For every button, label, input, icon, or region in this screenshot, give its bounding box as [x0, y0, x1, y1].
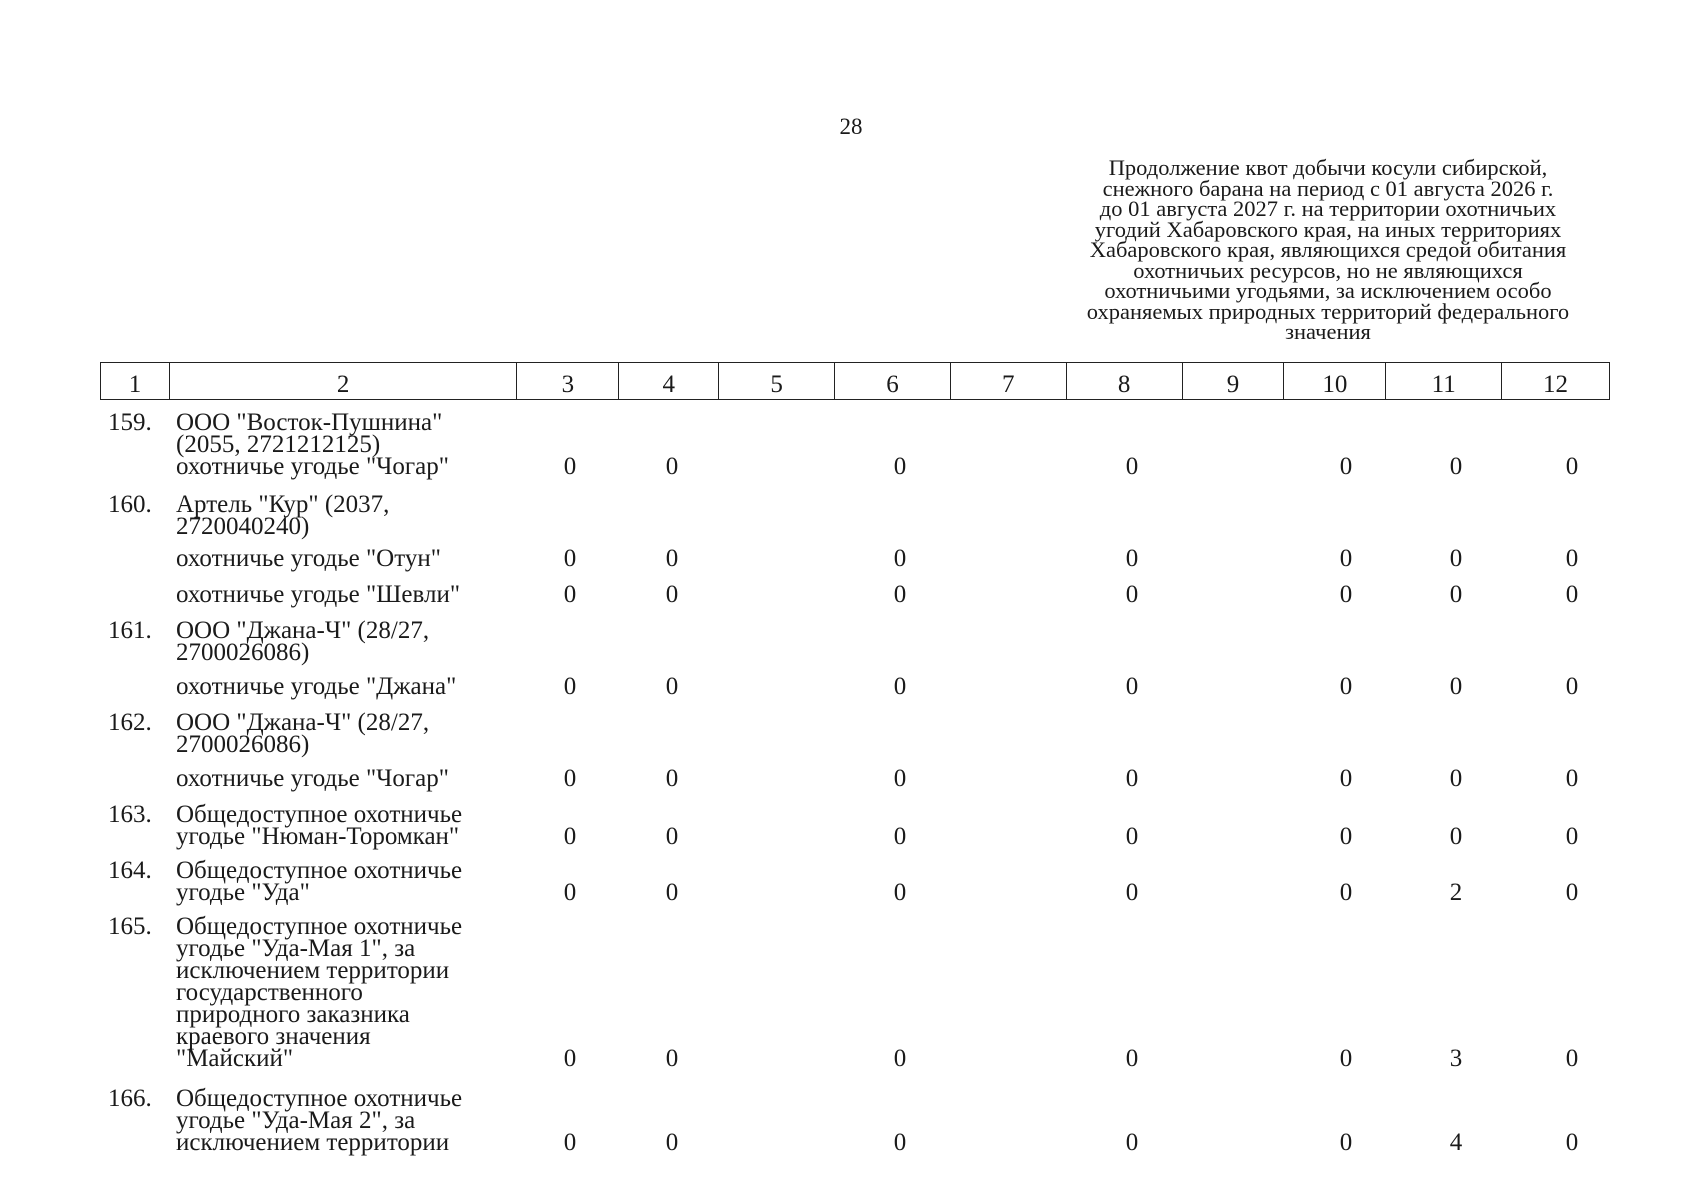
cell-c8: 0 [1125, 581, 1139, 608]
cell-c11: 0 [1449, 581, 1463, 608]
row-name-line: "Майский" [176, 1045, 294, 1072]
cell-c12: 0 [1565, 765, 1579, 792]
cell-c3: 0 [563, 765, 577, 792]
cell-c11: 0 [1449, 453, 1463, 480]
row-name-line: Артель "Кур" (2037, [176, 491, 390, 518]
header-cell-8: 8 [1066, 363, 1182, 399]
row-name-line: природного заказника [176, 1001, 410, 1028]
caption-line: значения [1285, 319, 1371, 344]
row-name-line: охотничье угодье "Отун" [176, 545, 441, 572]
cell-c12: 0 [1565, 453, 1579, 480]
row-name-line: охотничье угодье "Джана" [176, 673, 457, 700]
row-name-line: Общедоступное охотничье [176, 857, 463, 884]
cell-c8: 0 [1125, 1129, 1139, 1156]
cell-c11: 3 [1449, 1045, 1463, 1072]
row-name-line: Общедоступное охотничье [176, 1085, 463, 1112]
cell-c8: 0 [1125, 453, 1139, 480]
cell-c4: 0 [665, 545, 679, 572]
cell-c8: 0 [1125, 879, 1139, 906]
cell-c3: 0 [563, 1129, 577, 1156]
cell-c3: 0 [563, 581, 577, 608]
cell-c8: 0 [1125, 823, 1139, 850]
header-cell-9: 9 [1182, 363, 1284, 399]
cell-c3: 0 [563, 453, 577, 480]
cell-c10: 0 [1339, 581, 1353, 608]
row-number: 164. [108, 857, 152, 884]
row-name-line: 2720040240) [176, 513, 310, 540]
row-name-line: охотничье угодье "Чогар" [176, 765, 449, 792]
row-name-line: государственного [176, 979, 363, 1006]
cell-c4: 0 [665, 823, 679, 850]
cell-c8: 0 [1125, 673, 1139, 700]
row-name-line: ООО "Джана-Ч" (28/27, [176, 709, 430, 736]
row-name-line: (2055, 2721212125) [176, 431, 381, 458]
cell-c12: 0 [1565, 581, 1579, 608]
row-number: 165. [108, 913, 152, 940]
cell-c11: 2 [1449, 879, 1463, 906]
cell-c11: 4 [1449, 1129, 1463, 1156]
row-name-line: угодье "Уда-Мая 1", за [176, 935, 416, 962]
cell-c4: 0 [665, 673, 679, 700]
caption-line: охотничьих ресурсов, но не являющихся [1133, 257, 1523, 283]
cell-c11: 0 [1449, 823, 1463, 850]
cell-c6: 0 [893, 673, 907, 700]
cell-c11: 0 [1449, 545, 1463, 572]
cell-c6: 0 [893, 823, 907, 850]
caption-line: Хабаровского края, являющихся средой обитания [1089, 237, 1567, 262]
row-name-line: Общедоступное охотничье [176, 913, 463, 940]
row-number: 161. [108, 617, 152, 644]
cell-c11: 0 [1449, 765, 1463, 792]
caption-line: охотничьими угодьями, за исключением особо [1104, 278, 1552, 303]
header-cell-6: 6 [834, 363, 950, 399]
cell-c10: 0 [1339, 1045, 1353, 1072]
cell-c12: 0 [1565, 673, 1579, 700]
cell-c4: 0 [665, 1129, 679, 1156]
caption-line: угодий Хабаровского края, на иных территориях [1094, 216, 1562, 242]
cell-c3: 0 [563, 673, 577, 700]
cell-c10: 0 [1339, 823, 1353, 850]
row-name-line: краевого значения [176, 1023, 371, 1050]
cell-c4: 0 [665, 765, 679, 792]
cell-c12: 0 [1565, 823, 1579, 850]
row-name-line: 2700026086) [176, 639, 310, 666]
cell-c4: 0 [665, 879, 679, 906]
cell-c4: 0 [665, 453, 679, 480]
header-cell-1: 1 [128, 371, 142, 398]
cell-c10: 0 [1339, 453, 1353, 480]
cell-c3: 0 [563, 879, 577, 906]
cell-c6: 0 [893, 1129, 907, 1156]
header-cell-11: 11 [1385, 363, 1501, 399]
cell-c12: 0 [1565, 545, 1579, 572]
header-cell-2: 2 [169, 363, 517, 399]
cell-c3: 0 [563, 545, 577, 572]
caption-line: охраняемых природных территорий федерального [1086, 298, 1570, 324]
cell-c4: 0 [665, 1045, 679, 1072]
header-cell-5: 5 [718, 363, 834, 399]
cell-c11: 0 [1449, 673, 1463, 700]
row-name-line: угодье "Уда" [176, 879, 310, 906]
cell-c10: 0 [1339, 1129, 1353, 1156]
caption-line: до 01 августа 2027 г. на территории охотничьих [1099, 196, 1557, 221]
row-name-line: ООО "Восток-Пушнина" [176, 409, 443, 436]
row-number: 166. [108, 1085, 152, 1112]
header-cell-10: 10 [1283, 363, 1385, 399]
cell-c6: 0 [893, 545, 907, 572]
cell-c10: 0 [1339, 673, 1353, 700]
row-name-line: охотничье угодье "Шевли" [176, 581, 461, 608]
header-cell-4: 4 [618, 363, 718, 399]
row-name-line: угодье "Нюман-Торомкан" [176, 823, 460, 850]
row-name-line: 2700026086) [176, 731, 310, 758]
row-name-line: ООО "Джана-Ч" (28/27, [176, 617, 430, 644]
header-cell-3: 3 [516, 363, 618, 399]
cell-c8: 0 [1125, 545, 1139, 572]
header-cell-7: 7 [950, 363, 1066, 399]
row-number: 159. [108, 409, 152, 436]
cell-c6: 0 [893, 581, 907, 608]
cell-c8: 0 [1125, 765, 1139, 792]
row-name-line: Общедоступное охотничье [176, 801, 463, 828]
cell-c6: 0 [893, 879, 907, 906]
header-cell-12: 12 [1501, 363, 1609, 399]
cell-c12: 0 [1565, 1045, 1579, 1072]
page-number: 28 [839, 114, 863, 139]
cell-c12: 0 [1565, 879, 1579, 906]
cell-c8: 0 [1125, 1045, 1139, 1072]
cell-c6: 0 [893, 765, 907, 792]
row-name-line: охотничье угодье "Чогар" [176, 453, 449, 480]
cell-c3: 0 [563, 1045, 577, 1072]
row-number: 163. [108, 801, 152, 828]
caption-line: снежного барана на период с 01 августа 2026 г. [1102, 175, 1554, 201]
cell-c6: 0 [893, 1045, 907, 1072]
row-name-line: исключением территории [176, 1129, 450, 1156]
cell-c12: 0 [1565, 1129, 1579, 1156]
row-number: 160. [108, 491, 152, 518]
cell-c10: 0 [1339, 765, 1353, 792]
caption-line: Продолжение квот добычи косули сибирской, [1108, 155, 1548, 180]
cell-c10: 0 [1339, 545, 1353, 572]
cell-c10: 0 [1339, 879, 1353, 906]
row-number: 162. [108, 709, 152, 736]
cell-c6: 0 [893, 453, 907, 480]
row-name-line: исключением территории [176, 957, 450, 984]
row-name-line: угодье "Уда-Мая 2", за [176, 1107, 416, 1134]
cell-c3: 0 [563, 823, 577, 850]
cell-c4: 0 [665, 581, 679, 608]
